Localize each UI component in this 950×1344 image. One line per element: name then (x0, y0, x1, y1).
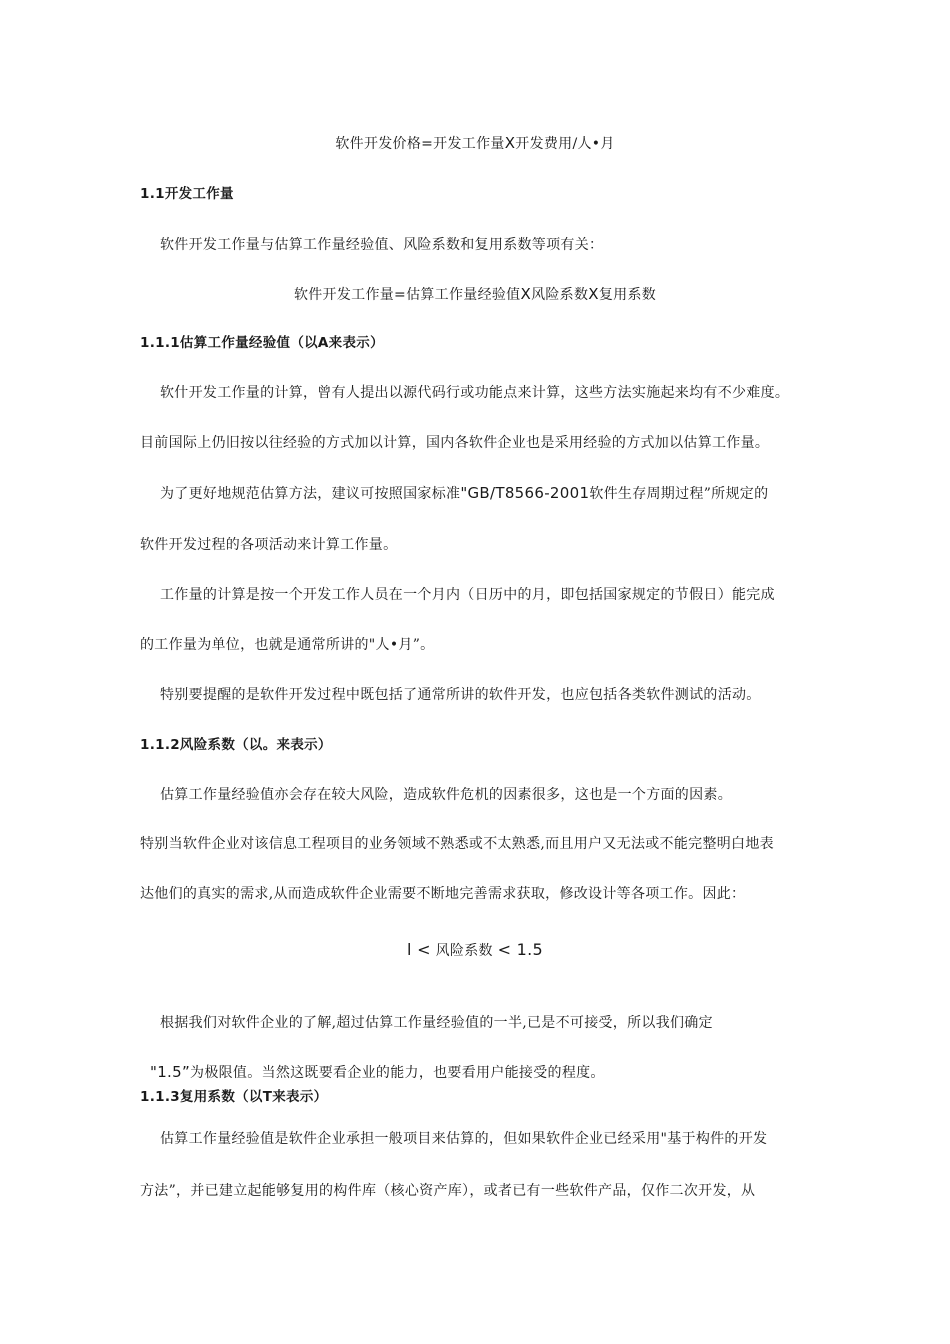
formula-workload (0, 284, 950, 305)
formula-price-left: 软件开发价格=开发工作量 (335, 136, 505, 152)
paragraph-line: 根据我们对软件企业的了解,超过估算工作量经验值的一半,已是不可接受，所以我们确定 (160, 1015, 713, 1031)
formula-price-right: 开发费用/人•月 (515, 136, 615, 152)
multiply-sign: X (520, 285, 532, 303)
heading-1-1-1: 1.1.1估算工作量经验值（以A来表示） (140, 335, 384, 351)
heading-1-1: 1.1开发工作量 (140, 186, 234, 202)
formula-risk-low: l < (406, 940, 431, 959)
paragraph-line: 特别要提醒的是软件开发过程中既包括了通常所讲的软件开发，也应包括各类软件测试的活动。 (160, 687, 761, 703)
paragraph-text: 为了更好地规范估算方法，建议可按照国家标准 (160, 486, 461, 502)
formula-workload-part3: 复用系数 (598, 287, 657, 303)
paragraph-line: 软什开发工作量的计算，曾有人提出以源代码行或功能点来计算，这些方法实施起来均有不少难度。 (160, 385, 790, 401)
paragraph-line: 目前国际上仍旧按以往经验的方式加以计算，国内各软件企业也是采用经验的方式加以估算工作量。 (140, 435, 770, 451)
standard-code: "GB/T8566-2001 (460, 484, 590, 502)
formula-risk-mid: 风险系数 (435, 943, 493, 959)
formula-risk-high: < 1.5 (497, 940, 543, 959)
paragraph-line: 达他们的真实的需求,从而造成软件企业需要不断地完善需求获取，修改设计等各项工作。因此： (140, 886, 746, 902)
heading-1-1-3: 1.1.3复用系数（以T来表示） (140, 1089, 328, 1105)
paragraph-line: 特别当软件企业对该信息工程项目的业务领域不熟悉或不太熟悉,而且用户又无法或不能完整明白地表 (140, 836, 774, 852)
paragraph-line: 的工作量为单位，也就是通常所讲的"人•月”。 (140, 637, 435, 653)
paragraph-line: 估算工作量经验值是软件企业承担一般项目来估算的，但如果软件企业已经采用"基于构件的开发 (160, 1131, 768, 1147)
paragraph-line: 软件开发过程的各项活动来计算工作量。 (140, 537, 398, 553)
multiply-sign: X (504, 134, 516, 152)
paragraph-text: 软件生存周期过程”所规定的 (589, 486, 769, 502)
paragraph-line (150, 1062, 605, 1083)
paragraph-line: 方法”，并已建立起能够复用的构件库（核心资产库），或者已有一些软件产品，仅作二次开发，从 (140, 1183, 756, 1199)
paragraph-line (160, 483, 768, 504)
paragraph-text: 为极限值。当然这既要看企业的能力，也要看用户能接受的程度。 (190, 1065, 605, 1081)
paragraph-line: 估算工作量经验值亦会存在较大风险，造成软件危机的因素很多，这也是一个方面的因素。 (160, 787, 732, 803)
formula-workload-part1: 软件开发工作量=估算工作量经验值 (293, 287, 521, 303)
paragraph-line: 工作量的计算是按一个开发工作人员在一个月内（日历中的月，即包括国家规定的节假日）能完成 (160, 587, 775, 603)
heading-1-1-2: 1.1.2风险系数（以。来表示） (140, 737, 332, 753)
formula-workload-part2: 风险系数 (531, 287, 589, 303)
multiply-sign: X (588, 285, 599, 303)
formula-risk (0, 940, 950, 961)
formula-price (0, 133, 950, 154)
paragraph-1-1-intro: 软件开发工作量与估算工作量经验值、风险系数和复用系数等项有关： (160, 237, 604, 253)
limit-value: "1.5” (150, 1063, 191, 1081)
